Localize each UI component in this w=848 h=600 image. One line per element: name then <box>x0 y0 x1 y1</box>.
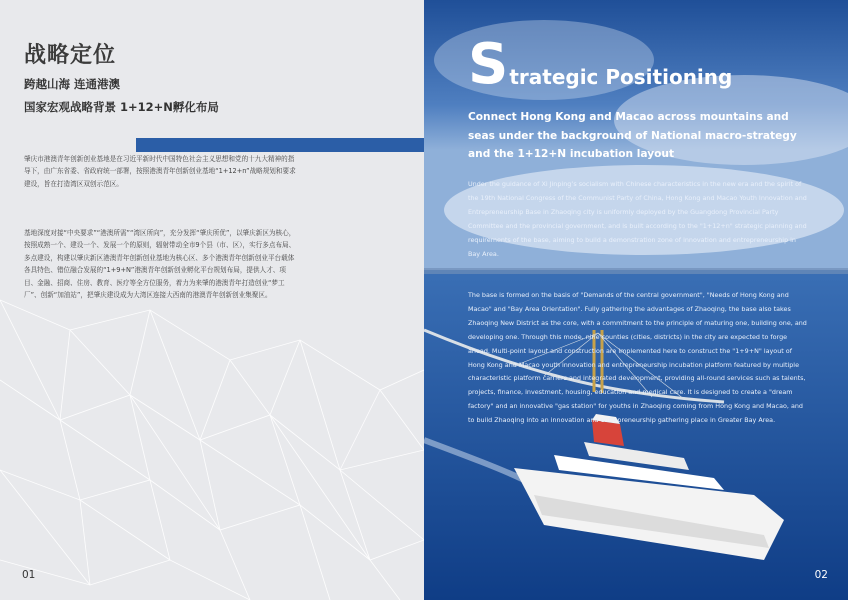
page-number-right: 02 <box>814 569 828 581</box>
page-title-en <box>468 32 733 97</box>
paragraph-cn-2: 基地深度对接“中央要求”“港澳所需”“湾区所向”，充分发挥“肇庆所优”，以肇庆新区为核心，按照成熟一个、建设一个、发展一个的原则，辐射带动全市9个县（市、区），实行多点布局、多点建设，构建以肇庆新区港澳青年创新创业基地为核心区、多个港澳青年创新创业平台载体各具特色、错位融合发展的“1+9+N”港澳青年创新创业孵化平台规划布局，提供人才、项目、金融、招商、住房、教育、医疗等全方位服务，着力为来肇的港澳青年打造创业“梦工厂”、创新“加油站”，把肇庆建设成为大湾区连接大西南的港澳青年创新创业集聚区。 <box>24 229 296 300</box>
paragraph-en-1: Under the guidance of Xi Jinping’s socialism with Chinese characteristics in the new era and the spirit of the 19th National Congress of the Communist Party of China, Hong Kong and Macao Youth Innovation and Entrepreneurship Base in Zhaoqing city is uniformly deployed by the Guangdong Provincial Party Committee and the provincial government, and is built according to the "1+12+n" strategic planning and requirements of the base, aiming to build a demonstration zone of innovation and entrepreneurship in Bay Area. <box>468 180 807 258</box>
page-title-cn: 战略定位 <box>24 43 117 68</box>
title-initial: S <box>468 32 509 97</box>
paragraph-en-2: The base is formed on the basis of "Demands of the central government", "Needs of Hong Kong and Macao" and "Bay Area Orientation". Fully gathering the advantages of Zhaoqing, the base also takes Zhaoqing New District as the core, with a commitment to the principle of maturing one, building one, and developing one. Through this mode, nine counties (cities, districts) in the city are expected to forge ahead. Multi-point layout and construction are implemented here to construct the "1+9+N" layout of Hong Kong and Macao youth innovation and entrepreneurship incubation platform featured by multiple characteristic platform carriers and integrated development, providing all-round services such as talents, projects, finance, investment, housing, education and medical care. It is designed to create a "dream factory" and an innovative "gas station" for youths in Zhaoqing coming from Hong Kong and Macao, and to build Zhaoqing into an innovation and entrepreneurship gathering place in Greater Bay Area. <box>468 291 807 425</box>
title-rest: trategic Positioning <box>509 65 733 89</box>
subtitle-cn-2: 国家宏观战略背景 1+12+N孵化布局 <box>24 100 219 114</box>
accent-bar <box>136 138 424 152</box>
subtitle-cn-1: 跨越山海 连通港澳 <box>24 77 121 91</box>
right-page <box>424 0 848 600</box>
subtitle-en: Connect Hong Kong and Macao across mountains and seas under the background of National macro-strategy and the 1+12+N incubation layout <box>468 111 797 160</box>
page-number-left: 01 <box>22 569 36 581</box>
paragraph-cn-1: 肇庆市港澳青年创新创业基地是在习近平新时代中国特色社会主义思想和党的十九大精神的指导下，由广东省委、省政府统一部署，按照港澳青年创新创业基地“1+12+n”战略规划和要求建设，旨在打造湾区双创示范区。 <box>24 155 296 188</box>
